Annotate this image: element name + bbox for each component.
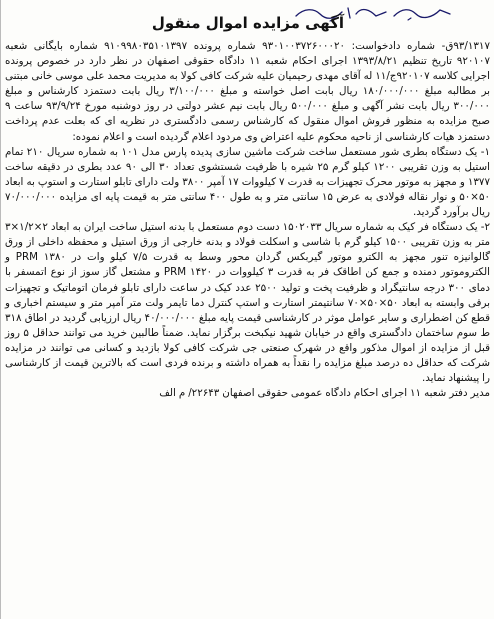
item-2-paragraph: ۲- یک دستگاه فر کیک به شماره سریال ۱۵۰۲۰۳۳ دست دوم مستعمل با بدنه استیل ساخت ایران به ابعاد ۲×۱/۲×۳ متر به وزن تقریبی ۱۵۰۰ کیلو گرم با شاسی و اسکلت فولاد و بدنه خارجی از ورق استیل و محفظه داخلی از ورق گالوانیزه تنور مجهز به الکترو موتور گیربکس گردان محور وسط به قدرت ۷/۵ کیلو وات در ۱۳۸۰ PRM و الکتروموتور دمنده و جمع کن اطاقک فر به قدرت ۳ کیلووات در ۱۴۲۰ PRM و مشتعل گاز سوز از نوع اتمسفر با دمای ۳۰۰ درجه سانتیگراد و ظرفیت پخت و تولید ۲۵۰۰ عدد کیک در ساعت دارای تابلو فرمان اتوماتیک و تجهیزات برقی وابسته به ابعاد ۵۰×۵۰×۷۰ سانتیمتر استارت و استپ کنترل دما تایمر ولت متر آمپر متر و سیستم اخباری و قطع کن اضطراری و سایر عوامل موثر در کارشناسی قیمت پایه مبلغ ۴۰/۰۰۰/۰۰۰ ریال ارزیابی گردید در اطاق ۳۱۸ ط سوم ساختمان دادگستری واقع در خیابان شهید نیکبخت برگزار نماید. ضمناً طالبین خرید می توانند حداقل ۵ روز قبل از مزایده از اموال مذکور واقع در شهرک صنعتی جی شرکت کافی کولا بازدید و کسانی می توانند در مزایده شرکت که حداقل ده درصد مبلغ مزایده را نقداً به همراه داشته و برنده فردی است که بالاترین قیمت از کارشناسی را پیشنهاد نماید. bbox=[5, 221, 491, 385]
notice-signature: مدیر دفتر شعبه ۱۱ اجرای احکام دادگاه عمومی حقوقی اصفهان ۲۲۶۴۳/ م الف bbox=[159, 387, 490, 400]
notice-title: آگهی مزایده اموال منقول bbox=[151, 14, 345, 32]
notice-header-paragraph: ۹۳/۱۳۱۷ق- شماره دادخواست: ۹۳۰۱۰۰۳۷۲۶۰۰۰۲۰ شماره پرونده ۹۱۰۹۹۸۰۳۵۱۰۱۳۹۷ شماره بایگانی شعبه ۹۲۰۱۰۷ تاریخ تنظیم ۱۳۹۳/۸/۲۱ اجرای احکام شعبه ۱۱ دادگاه حقوقی اصفهان در نظر دارد در خصوص پرونده اجرایی کلاسه ۹۲۰۱۰۷ج/۱۱ له آقای مهدی رحیمیان علیه شرکت کافی کولا به مدیریت محمد علی موسی خانی مبتنی بر مطالبه مبلغ ۱۸۰/۰۰۰/۰۰۰ ریال بابت اصل خواسته و مبلغ ۳/۱۰۰/۰۰۰ ریال بابت دستمزد کارشناس و مبلغ ۳۰۰/۰۰۰ ریال بابت نشر آگهی و مبلغ ۵۰۰/۰۰۰ ریال بابت نیم عشر دولتی در روز دوشنبه مورخ ۹۳/۹/۲۴ ساعت ۹ صبح مزایده به منظور فروش اموال منقول که کارشناس رسمی دادگستری در نظریه ای که بعلت عدم پرداخت دستمزد هیات کارشناسی از ناحیه محکوم علیه اعتراض وی مردود اعلام گردیده است و اعلام نموده: bbox=[5, 40, 491, 143]
item-1-paragraph: ۱- یک دستگاه بطری شور مستعمل ساخت شرکت ماشین سازی پدیده پارس مدل ۱۰۱ به شماره سریال ۲۱۰ تمام استیل به وزن تقریبی ۱۲۰۰ کیلو گرم ۲۵ شیره با ظرفیت شستشوی تعداد ۳۰ الی ۹۰ عدد بطری در دقیقه ساخت ۱۳۷۷ و مجهز به موتور محرک تجهیزات به قدرت ۷ کیلووات ۱۷ آمپر ۳۸۰۰ ولت دارای تابلو استارت و استوپ به ابعاد ۵۰×۵۰ و نوار نقاله فولادی به عرض ۱۵ سانتی متر و به طول ۴۰۰ سانتی متر به قیمت پایه ای مزایده ۷۰/۰۰۰/۰۰۰ ریال برآورد گردید. bbox=[5, 145, 490, 219]
notice-body bbox=[5, 39, 490, 401]
